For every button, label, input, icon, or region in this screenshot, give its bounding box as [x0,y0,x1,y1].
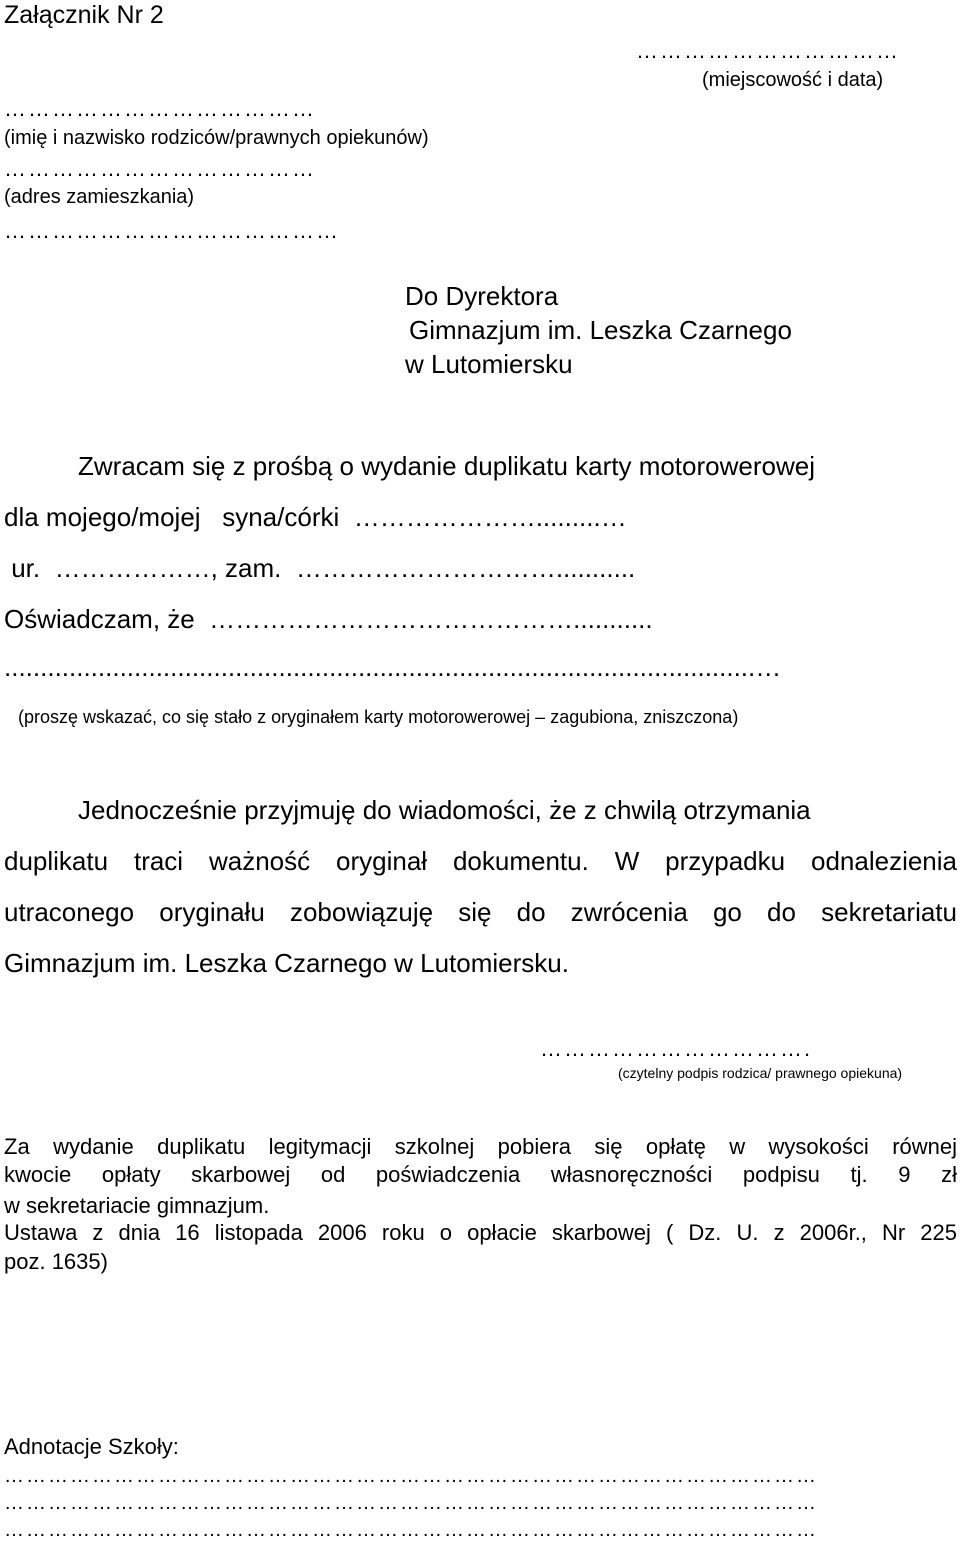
place-date-field[interactable]: …………………………… [636,38,900,63]
acknowledgement-line-4: Gimnazjum im. Leszka Czarnego w Lutomiersku. [4,948,569,978]
fee-note-line-3: w sekretariacie gimnazjum. [4,1193,270,1218]
school-notes-label: Adnotacje Szkoły: [4,1434,179,1459]
declaration-line: Oświadczam, że ……………………………………........... [4,604,653,634]
address-label: (adres zamieszkania) [4,186,195,208]
school-notes-line-3[interactable]: ………………………………………………………………………………………………… [4,1520,818,1540]
recipient-line-3: w Lutomiersku [405,349,573,379]
place-date-label: (miejscowość i data) [702,69,884,91]
request-child-line: dla mojego/mojej syna/córki ………………….........… [4,502,627,532]
acknowledgement-line-2: duplikatu traci ważność oryginał dokumentu. W przypadku odnalezienia [4,846,957,876]
school-notes-line-2[interactable]: ………………………………………………………………………………………………… [4,1493,818,1513]
declaration-dots-line[interactable]: ........................................................................................................… [4,652,782,682]
fee-note-line-5: poz. 1635) [4,1249,108,1274]
signature-label: (czytelny podpis rodzica/ prawnego opiekuna) [618,1065,903,1081]
fee-note-line-4: Ustawa z dnia 16 listopada 2006 roku o opłacie skarbowej ( Dz. U. z 2006r., Nr 225 [4,1220,957,1245]
parent-name-label: (imię i nazwisko rodziców/prawnych opiekunów) [4,127,429,149]
signature-field[interactable]: ……………………………. [540,1036,813,1061]
acknowledgement-line-1: Jednocześnie przyjmuję do wiadomości, że z chwilą otrzymania [78,795,811,825]
recipient-line-1: Do Dyrektora [405,281,559,311]
annex-title: Załącznik Nr 2 [4,1,164,29]
address-field-2[interactable]: …………………………………… [4,218,340,243]
address-field[interactable]: ………………………………… [4,156,316,181]
request-line-1: Zwracam się z prośbą o wydanie duplikatu karty motorowerowej [78,451,815,481]
recipient-line-2: Gimnazjum im. Leszka Czarnego [409,315,792,345]
fee-note-line-1: Za wydanie duplikatu legitymacji szkolnej pobiera się opłatę w wysokości równej [4,1134,957,1159]
acknowledgement-line-3: utraconego oryginału zobowiązuję się do zwrócenia go do sekretariatu [4,897,957,927]
declaration-hint: (proszę wskazać, co się stało z oryginałem karty motorowerowej – zagubiona, zniszczona) [18,707,739,727]
school-notes-line-1[interactable]: ………………………………………………………………………………………………… [4,1466,818,1486]
request-birth-address-line: ur. ………………, zam. …………………………........... [4,553,636,583]
parent-name-field[interactable]: ………………………………… [4,96,316,121]
fee-note-line-2: kwocie opłaty skarbowej od poświadczenia własnoręczności podpisu tj. 9 zł [4,1162,957,1187]
